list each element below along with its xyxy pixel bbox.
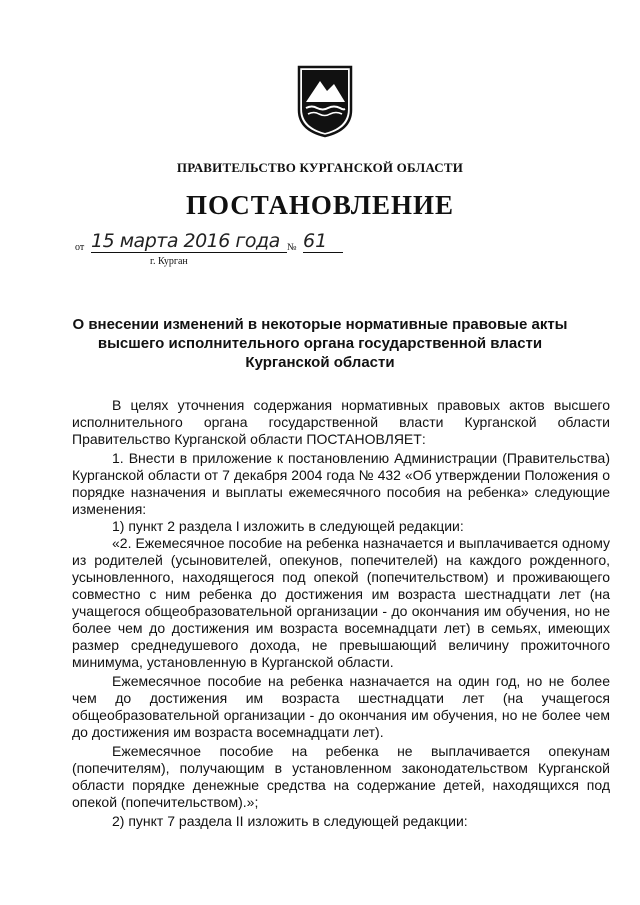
number-prefix: № [287,242,297,253]
body-paragraph: 1) пункт 2 раздела I изложить в следующей редакции: [112,518,464,534]
document-body [72,397,610,830]
document-heading [60,315,580,372]
body-paragraph: В целях уточнения содержания нормативных правовых актов высшего исполнительного органа государственной власти Курганской области Правительство Курганской области ПОСТАНОВЛЯЕТ: [72,397,610,447]
body-paragraph: 2) пункт 7 раздела II изложить в следующей редакции: [112,813,468,829]
city-label: г. Курган [150,256,188,267]
heading-line: Курганской области [245,354,395,371]
kurgan-coat-of-arms-icon [296,64,354,138]
document-type-title: ПОСТАНОВЛЕНИЕ [185,190,455,220]
heading-line: высшего исполнительного органа государственной власти [97,335,543,352]
body-paragraph: 1. Внести в приложение к постановлению Администрации (Правительства) Курганской области от 7 декабря 2004 года № 432 «Об утверждении Положения о порядке назначения и выплаты ежемесячного пособия на ребенка» следующие изменения: [72,450,610,517]
date-prefix: от [75,242,85,253]
date-number-line [75,232,375,292]
handwritten-number: 61 [303,230,343,253]
body-paragraph: «2. Ежемесячное пособие на ребенка назначается и выплачивается одному из родителей (усыновителей, опекунов, попечителей) на каждого рожденного, усыновленного, находящегося под опекой (попечительством) и проживающего совместно с ним ребенка до достижения им возраста шестнадцати лет (на учащегося общеобразовательной организации - до окончания им обучения, но не более чем до достижения им возраста восемнадцати лет) в семьях, имеющих размер среднедушевого дохода, не превышающий величину прожиточного минимума, установленную в Курганской области. [72,535,610,670]
heading-line: О внесении изменений в некоторые нормативные правовые акты [72,316,568,333]
body-paragraph: Ежемесячное пособие на ребенка не выплачивается опекунам (попечителям), получающим в установленном законодательством Курганской области порядке денежные средства на содержание детей, находящихся под опекой (попечительством).»; [72,743,610,810]
body-paragraph: Ежемесячное пособие на ребенка назначается на один год, но не более чем до достижения им возраста шестнадцати лет (на учащегося общеобразовательной организации - до окончания им обучения, но не более чем до достижения им возраста восемнадцати лет). [72,673,610,740]
government-name: ПРАВИТЕЛЬСТВО КУРГАНСКОЙ ОБЛАСТИ [176,160,464,175]
handwritten-date: 15 марта 2016 года [91,230,287,253]
